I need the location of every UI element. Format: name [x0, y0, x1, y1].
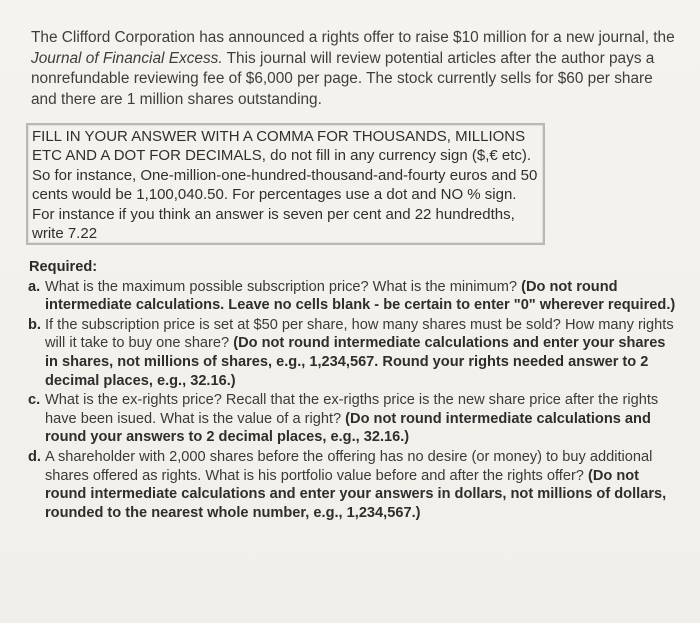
intro-paragraph [31, 28, 681, 110]
question-instruction: (Do not round intermediate calculations. Leave no cells blank - be certain to enter "0" wherever required.) [45, 278, 676, 314]
intro-text-part1: The Clifford Corporation has announced a rights offer to raise $10 million for a new journal, the [31, 29, 675, 46]
question-instruction: (Do not round intermediate calculations and round your answers to 2 decimal places, e.g., 32.16.) [45, 410, 651, 446]
answer-format-note-text: FILL IN YOUR ANSWER WITH A COMMA FOR THOUSANDS, MILLIONS ETC AND A DOT FOR DECIMALS, do not fill in any currency sign ($,€ etc). So for instance, One-million-one-hundred-thousand-and-fourty euros and 50 cents would be 1,100,040.50. For percentages use a dot and NO % sign. For instance if you think an answer is seven per cent and 22 hundredths, write 7.22 [32, 128, 538, 243]
question-text: If the subscription price is set at $50 per share, how many shares must be sold? How many rights will it take to buy one share? [45, 316, 674, 352]
question-text: A shareholder with 2,000 shares before the offering has no desire (or money) to buy additional shares offered as rights. What is his portfolio value before and after the rights offer? [45, 448, 653, 484]
question-instruction: (Do not round intermediate calculations and enter your shares in shares, not millions of shares, e.g., 1,234,567. Round your rights needed answer to 2 decimal places, e.g., 32.16.) [45, 335, 666, 389]
question-label: d. [28, 448, 41, 465]
question-label: b. [28, 316, 41, 333]
required-section [29, 258, 679, 522]
required-heading: Required: [29, 259, 98, 275]
question-label: a. [28, 278, 41, 295]
journal-title: Journal of Financial Excess. [31, 49, 223, 67]
question-label: c. [28, 392, 41, 409]
intro-text-part2: This journal will review potential articles after the author pays a nonrefundable reviewing fee of $6,000 per page. The stock currently sells for $60 per share and there are 1 million shares outstanding. [31, 49, 655, 108]
question-text: What is the maximum possible subscription price? What is the minimum? [45, 278, 522, 295]
question-d [29, 448, 679, 522]
question-text: What is the ex-rights price? Recall that the ex-rigths price is the new share price after the rights have been isued. What is the value of a right? [45, 392, 659, 427]
question-b [29, 316, 679, 390]
problem-intro [31, 28, 681, 110]
question-a [29, 278, 679, 315]
question-c [29, 391, 679, 447]
answer-format-note-box [26, 123, 545, 245]
question-instruction: (Do not round intermediate calculations and enter your answers in dollars, not millions of dollars, rounded to the nearest whole number, e.g., 1,234,567.) [45, 467, 667, 521]
